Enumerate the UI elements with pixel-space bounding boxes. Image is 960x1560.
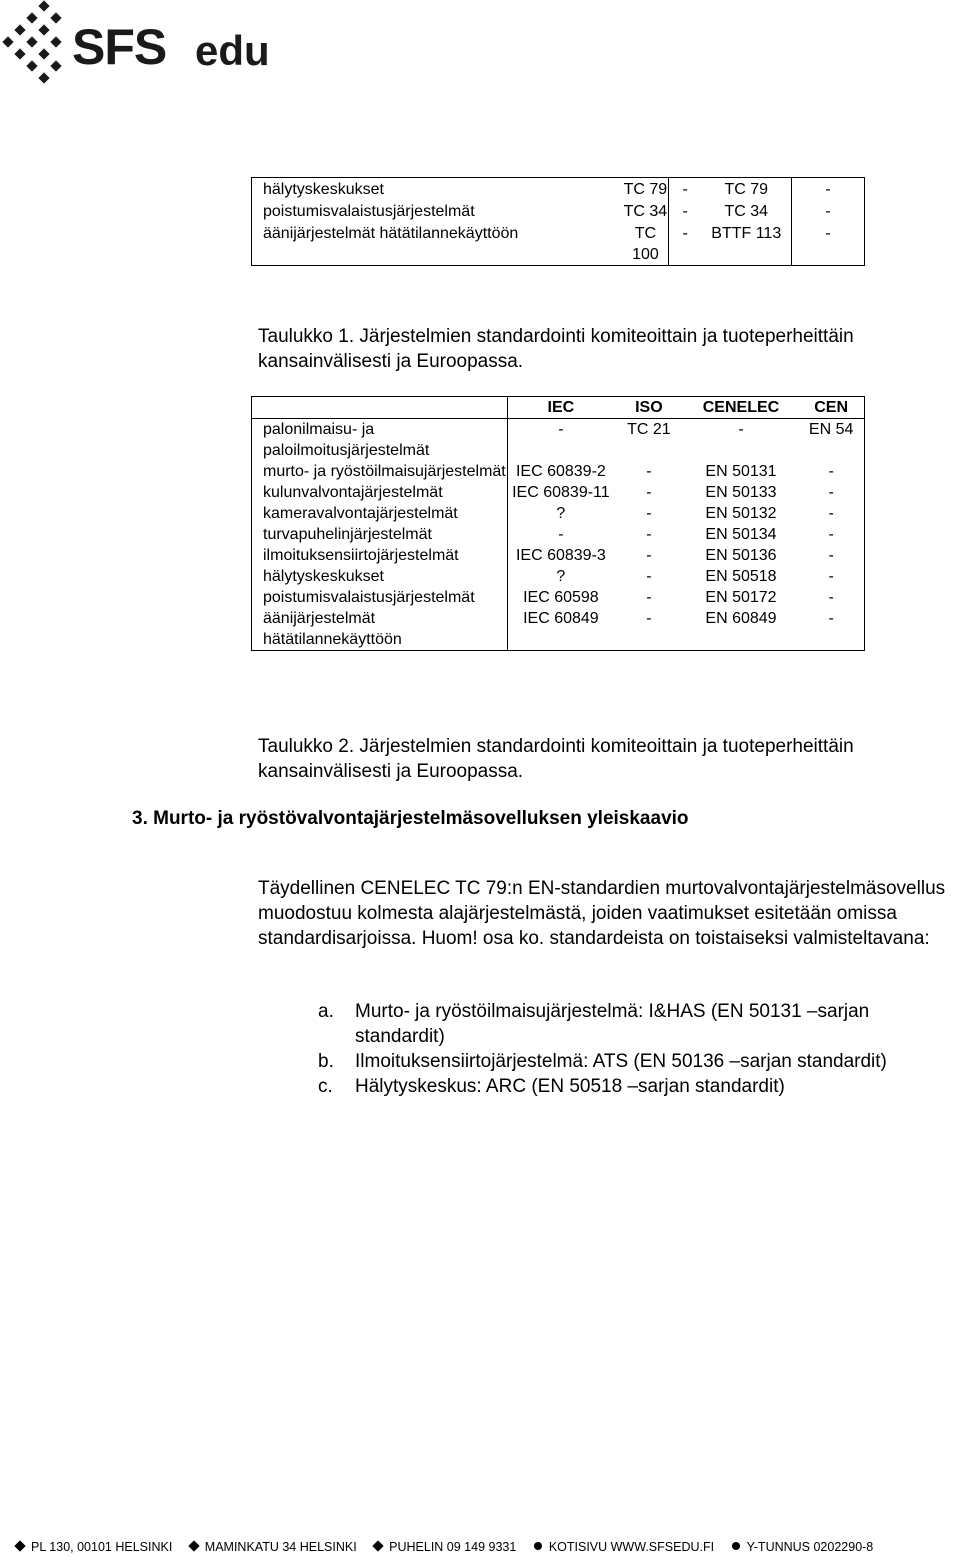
table-cell: - <box>646 547 652 564</box>
list-item-text: Ilmoituksensiirtojärjestelmä: ATS (EN 50136 –sarjan standardit) <box>355 1051 887 1072</box>
standards-table-1 <box>251 177 865 266</box>
list-item <box>318 999 958 1049</box>
table-cell: TC 79 <box>724 181 769 198</box>
table-row <box>252 503 865 524</box>
table-cell: - <box>828 610 834 627</box>
footer-item <box>16 1539 172 1555</box>
list-item-label: b. <box>318 1051 334 1072</box>
table-cell: - <box>646 526 652 543</box>
footer-street: MAMINKATU 34 HELSINKI <box>204 1540 357 1554</box>
table-cell: TC 100 <box>623 222 668 266</box>
list-item-label: c. <box>318 1076 333 1097</box>
footer-website: KOTISIVU WWW.SFSEDU.FI <box>548 1540 715 1554</box>
table-cell: - <box>828 568 834 585</box>
table-cell: ? <box>556 568 566 585</box>
table-cell: EN 50518 <box>705 568 777 585</box>
table-cell: EN 60849 <box>705 610 777 627</box>
logo-dots-icon <box>0 0 75 95</box>
table-cell: EN 50133 <box>705 484 777 501</box>
column-header-iec: IEC <box>547 399 575 416</box>
table-cell: EN 50134 <box>705 526 777 543</box>
list-item-text: Murto- ja ryöstöilmaisujärjestelmä: I&HAS (EN 50131 –sarjan standardit) <box>355 1001 870 1047</box>
column-header <box>252 397 508 419</box>
list-item-label: a. <box>318 1001 334 1022</box>
table-cell: EN 50136 <box>705 547 777 564</box>
diamond-bullet-icon <box>372 1540 383 1551</box>
table-cell: - <box>646 589 652 606</box>
table-row <box>252 566 865 587</box>
table-cell: kameravalvontajärjestelmät <box>252 503 508 524</box>
sfs-edu-logo <box>0 0 300 100</box>
table-cell: - <box>558 421 564 438</box>
dot-bullet-icon <box>534 1542 542 1550</box>
table-cell: TC 34 <box>724 203 769 220</box>
table-cell: murto- ja ryöstöilmaisujärjestelmät <box>252 461 508 482</box>
column-header-iso: ISO <box>635 399 663 416</box>
table-cell: äänijärjestelmät hätätilannekäyttöön <box>263 225 519 242</box>
table-cell: - <box>646 610 652 627</box>
table-cell: hälytyskeskukset <box>252 566 508 587</box>
footer-address: PL 130, 00101 HELSINKI <box>31 1540 173 1554</box>
standards-table-2 <box>251 396 865 651</box>
table-cell: - <box>682 225 688 242</box>
section-heading: 3. Murto- ja ryöstövalvontajärjestelmäsovelluksen yleiskaavio <box>132 808 689 829</box>
table-cell: TC 79 <box>623 178 668 201</box>
table-row <box>252 608 865 651</box>
table-cell: IEC 60849 <box>523 610 599 627</box>
table-row <box>252 545 865 566</box>
table-row <box>252 222 865 266</box>
subsystem-list <box>318 999 958 1099</box>
column-header-cenelec: CENELEC <box>702 399 780 416</box>
table-cell: kulunvalvontajärjestelmät <box>252 482 508 503</box>
table-cell: EN 50132 <box>705 505 777 522</box>
table-cell: EN 54 <box>808 421 854 438</box>
table-row <box>252 524 865 545</box>
table-cell: IEC 60598 <box>523 589 599 606</box>
footer-business-id: Y-TUNNUS 0202290-8 <box>746 1540 874 1554</box>
diamond-bullet-icon <box>188 1540 199 1551</box>
logo-brand-suffix: edu <box>195 27 270 74</box>
table-cell: - <box>682 203 688 220</box>
table-cell: - <box>828 589 834 606</box>
table-cell: - <box>828 484 834 501</box>
table-cell: poistumisvalaistusjärjestelmät <box>263 203 475 220</box>
table-cell: - <box>828 547 834 564</box>
footer-phone: PUHELIN 09 149 9331 <box>389 1540 517 1554</box>
dot-bullet-icon <box>732 1542 740 1550</box>
table-row <box>252 587 865 608</box>
footer-item <box>190 1539 357 1555</box>
table-cell: - <box>828 505 834 522</box>
table-cell: TC 34 <box>623 200 668 222</box>
table-cell: ? <box>556 505 566 522</box>
table-cell: - <box>646 568 652 585</box>
table-cell: - <box>646 463 652 480</box>
table-cell: - <box>558 526 564 543</box>
table-cell: hälytyskeskukset <box>263 181 384 198</box>
table-cell: - <box>646 505 652 522</box>
table-1-caption: Taulukko 1. Järjestelmien standardointi komiteoittain ja tuoteperheittäin kansainvälisesti ja Euroopassa. <box>258 326 854 372</box>
diamond-bullet-icon <box>14 1540 25 1551</box>
footer-item <box>534 1539 714 1555</box>
list-item <box>318 1049 958 1074</box>
table-cell: - <box>646 484 652 501</box>
list-item <box>318 1074 958 1099</box>
body-paragraph: Täydellinen CENELEC TC 79:n EN-standardien murtovalvontajärjestelmäsovellus muodostuu kolmesta alajärjestelmästä, joiden vaatimukset esitetään omissa standardisarjoissa. Huom! osa ko. standardeista on toistaiseksi valmisteltavana: <box>258 878 946 949</box>
table-cell: IEC 60839-2 <box>515 463 606 480</box>
footer-item <box>732 1539 874 1555</box>
table-cell: - <box>738 421 744 438</box>
table-cell: poistumisvalaistusjärjestelmät <box>252 587 508 608</box>
table-cell: EN 50131 <box>705 463 777 480</box>
table-cell: EN 50172 <box>705 589 777 606</box>
table-row <box>252 461 865 482</box>
table-row <box>252 419 865 462</box>
table-cell: IEC 60839-11 <box>512 484 610 501</box>
table-cell: - <box>792 222 865 266</box>
table-cell: IEC 60839-3 <box>515 547 606 564</box>
page-footer <box>16 1539 956 1559</box>
table-cell: - <box>792 178 865 201</box>
list-item-text: Hälytyskeskus: ARC (EN 50518 –sarjan standardit) <box>355 1076 785 1097</box>
table-cell: ilmoituksensiirtojärjestelmät <box>252 545 508 566</box>
table-cell: - <box>792 200 865 222</box>
footer-item <box>374 1539 516 1555</box>
table-row <box>252 482 865 503</box>
table-row <box>252 178 865 201</box>
table-2-caption: Taulukko 2. Järjestelmien standardointi komiteoittain ja tuoteperheittäin kansainvälisesti ja Euroopassa. <box>258 736 854 782</box>
table-header-row <box>252 397 865 419</box>
column-header-cen: CEN <box>814 399 849 416</box>
table-cell: turvapuhelinjärjestelmät <box>252 524 508 545</box>
table-cell: - <box>828 526 834 543</box>
table-cell: TC 21 <box>627 421 671 438</box>
table-cell: - <box>682 181 688 198</box>
logo-brand: SFS <box>72 19 167 75</box>
table-row <box>252 200 865 222</box>
table-cell: palonilmaisu- ja paloilmoitusjärjestelmät <box>252 419 508 462</box>
table-cell: - <box>828 463 834 480</box>
table-cell: äänijärjestelmät hätätilannekäyttöön <box>252 608 508 651</box>
table-cell: BTTF 113 <box>711 225 782 242</box>
